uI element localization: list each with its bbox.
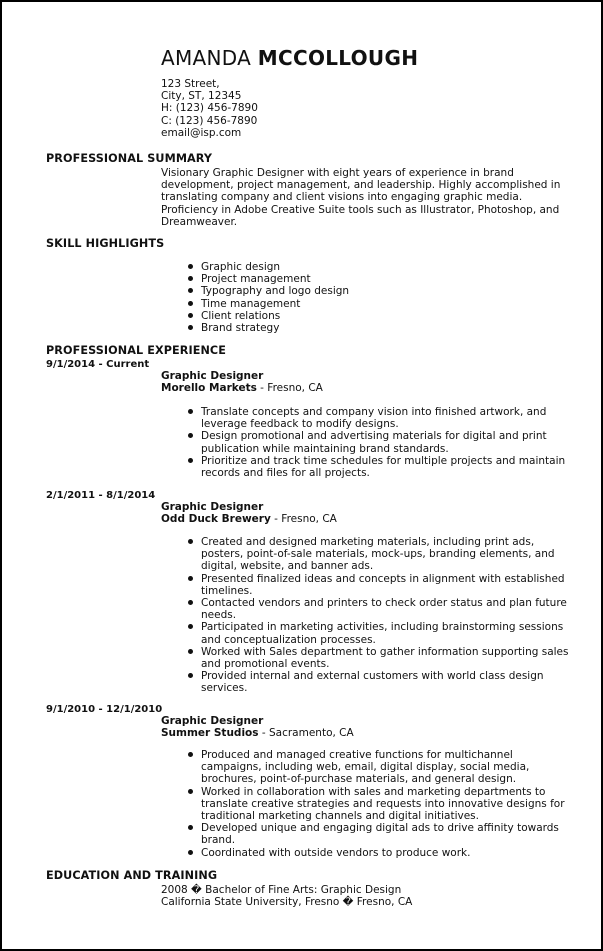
education-heading: EDUCATION AND TRAINING xyxy=(46,869,218,882)
address-city: City, ST, 12345 xyxy=(161,90,242,103)
job-title: Graphic Designer xyxy=(161,501,264,513)
skills-heading: SKILL HIGHLIGHTS xyxy=(46,237,165,250)
degree-line: 2008 � Bachelor of Fine Arts: Graphic Design xyxy=(161,884,402,896)
list-item: Presented finalized ideas and concepts in alignment with established timelines. xyxy=(201,573,571,597)
address-street: 123 Street, xyxy=(161,78,220,90)
list-item: Created and designed marketing materials, including print ads, posters, point-of-sale materials, mock-ups, branding elements, and digital, website, and banner ads. xyxy=(201,536,571,573)
list-item: Participated in marketing activities, including brainstorming sessions and conceptualization processes. xyxy=(201,621,571,645)
company-name: Summer Studios xyxy=(161,727,259,739)
job-duties xyxy=(201,536,571,695)
list-item: Typography and logo design xyxy=(201,285,571,297)
list-item: Provided internal and external customers with world class design services. xyxy=(201,670,571,694)
company-name: Morello Markets xyxy=(161,382,257,394)
last-name: MCCOLLOUGH xyxy=(257,46,419,70)
list-item: Contacted vendors and printers to check order status and plan future needs. xyxy=(201,597,571,621)
job-duties xyxy=(201,406,571,479)
job-title: Graphic Designer xyxy=(161,715,264,727)
job-dates: 9/1/2010 - 12/1/2010 xyxy=(46,704,163,715)
school-line: California State University, Fresno � Fresno, CA xyxy=(161,896,413,908)
list-item: Design promotional and advertising materials for digital and print publication while maintaining brand standards. xyxy=(201,430,571,454)
job-employer xyxy=(161,727,354,739)
job-employer xyxy=(161,382,323,394)
first-name: AMANDA xyxy=(161,46,252,70)
summary-heading: PROFESSIONAL SUMMARY xyxy=(46,152,213,165)
list-item: Project management xyxy=(201,273,571,285)
company-location: - Fresno, CA xyxy=(270,513,337,525)
home-phone: H: (123) 456-7890 xyxy=(161,102,258,115)
company-location: - Sacramento, CA xyxy=(258,727,354,739)
list-item: Time management xyxy=(201,298,571,310)
list-item: Developed unique and engaging digital ads to drive affinity towards brand. xyxy=(201,822,571,846)
job-dates: 9/1/2014 - Current xyxy=(46,359,150,370)
job-title: Graphic Designer xyxy=(161,370,264,382)
contact-block xyxy=(161,78,258,139)
job-dates: 2/1/2011 - 8/1/2014 xyxy=(46,490,156,501)
company-name: Odd Duck Brewery xyxy=(161,513,271,525)
candidate-name xyxy=(161,46,418,70)
list-item: Brand strategy xyxy=(201,322,571,334)
list-item: Worked with Sales department to gather information supporting sales and promotional events. xyxy=(201,646,571,670)
job-duties xyxy=(201,749,571,859)
list-item: Client relations xyxy=(201,310,571,322)
list-item: Prioritize and track time schedules for multiple projects and maintain records and files for all projects. xyxy=(201,455,571,479)
list-item: Translate concepts and company vision into finished artwork, and leverage feedback to modify designs. xyxy=(201,406,571,430)
list-item: Worked in collaboration with sales and marketing departments to translate creative strategies and requests into innovative designs for traditional marketing channels and digital initiatives. xyxy=(201,786,571,823)
skills-list xyxy=(201,261,571,334)
job-employer xyxy=(161,513,337,525)
cell-phone: C: (123) 456-7890 xyxy=(161,114,258,127)
list-item: Graphic design xyxy=(201,261,571,273)
list-item: Coordinated with outside vendors to produce work. xyxy=(201,847,571,859)
experience-heading: PROFESSIONAL EXPERIENCE xyxy=(46,344,226,357)
email: email@isp.com xyxy=(161,126,242,139)
company-location: - Fresno, CA xyxy=(256,382,323,394)
list-item: Produced and managed creative functions for multichannel campaigns, including web, email, digital display, social media, brochures, point-of-purchase materials, and general design. xyxy=(201,749,571,786)
summary-text: Visionary Graphic Designer with eight years of experience in brand development, project management, and leadership. Highly accomplished in translating company and client visions into engaging graphic media. Proficiency in Adobe Creative Suite tools such as Illustrator, Photoshop, and Dreamweaver. xyxy=(161,167,561,228)
